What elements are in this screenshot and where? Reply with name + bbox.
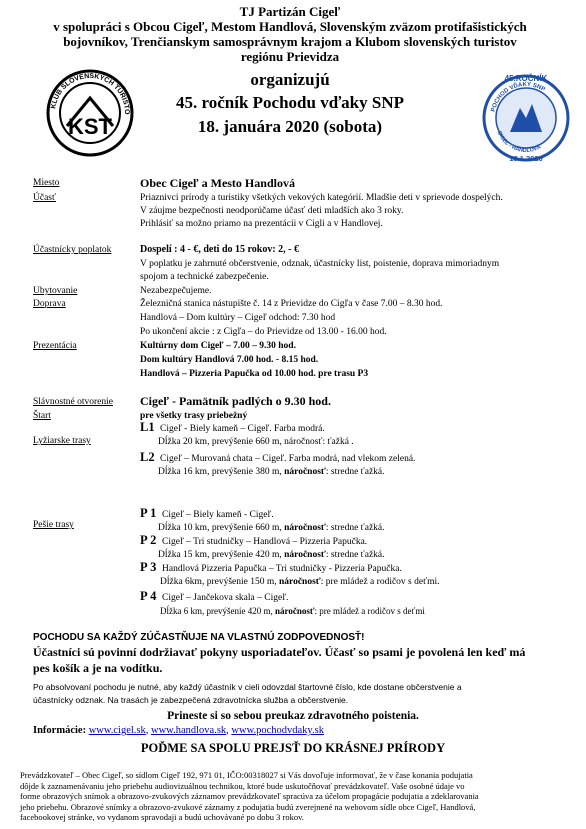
route-P1-stats: Dĺžka 10 km, prevýšenie 660 m, náročnosť: stredne ťažká. [158, 523, 385, 533]
gdpr-footer [20, 770, 568, 823]
route-L1-code: L1 [140, 420, 155, 434]
badge-year: 45.ROČNÍK [504, 74, 548, 83]
gdpr-line-2: dôjde k zaznamenávaniu jeho priebehu audiovizuálnou technikou, ktoré bude uskutočňovať prevádzkovateľ. Vaše osobné údaje vo [20, 780, 465, 791]
gdpr-line-3: forme obrazových snímok a obrazovo-zvukových záznamov prevádzkovateľ spracúva za účelom propagácie podujatia a zdeklarovania [20, 791, 479, 801]
motto: POĎME SA SPOLU PREJSŤ DO KRÁSNEJ PRÍRODY [140, 741, 446, 755]
ubytovanie-value: Nezabezpečujeme. [140, 286, 212, 296]
lyziarske-label: Lyžiarske trasy [33, 436, 91, 446]
info-links: Informácie: www.cigel.sk, www.handlova.sk, www.pochodvdaky.sk [33, 725, 324, 736]
kst-ring-text: KLUB SLOVENSKÝCH TURISTO [50, 72, 131, 115]
route-P3-code: P 3 [140, 560, 157, 574]
route-P4-stats: Dĺžka 6 km, prevýšenie 420 m, náročnosť: pre mládež a rodičov s deťmi [160, 606, 425, 616]
kst-logo [45, 68, 135, 158]
badge-bottom: CIGEĽ - HANDLOVÁ [495, 130, 543, 155]
gdpr-line-4: jeho priebehu. Obrazové snímky a obrazovo-zvukové záznamy z podujatia budú zverejnené na webovom sídle obce Cigeľ, Handlová, [20, 801, 476, 812]
prezentacia-line-3: Handlová – Pizzeria Papučka od 10.00 hod. pre trasu P3 [140, 369, 369, 379]
route-P1-code: P 1 [140, 506, 157, 520]
ucast-label: Účasť [33, 193, 57, 203]
badge-date: 18.1.2020 [509, 154, 543, 163]
route-P4-code: P 4 [140, 589, 157, 603]
miesto-value: Obec Cigeľ a Mesto Handlová [140, 176, 295, 190]
route-L2-stats: Dĺžka 16 km, prevýšenie 380 m, náročnosť: stredne ťažká. [158, 467, 385, 477]
start-label: Štart [33, 411, 51, 421]
partners-line3: regiónu Prievidza [240, 49, 340, 64]
event-title: 45. ročník Pochodu vďaky SNP [176, 93, 404, 112]
prezentacia-line-1: Kultúrny dom Cigeľ – 7.00 – 9.30 hod. [140, 341, 296, 351]
otvorenie-value: Cigeľ - Pamätník padlých o 9.30 hod. [140, 394, 331, 408]
doprava-line-3: Po ukončení akcie : z Cigľa – do Prievidze od 13.00 - 16.00 hod. [140, 327, 387, 337]
rules-line-1: Účastníci sú povinní dodržiavať pokyny usporiadateľov. Účasť so psami je povolená len keď má [33, 645, 526, 659]
poplatok-line-1: V poplatku je zahrnuté občerstvenie, odznak, účastnícky list, poistenie, doprava mimoriadnym [140, 259, 500, 269]
link-handlova[interactable]: www.handlova.sk [151, 725, 227, 736]
route-P4-desc: Cigeľ – Jančekova skala – Cigeľ. [162, 593, 289, 603]
partners-line2: bojovníkov, Trenčianskym samosprávnym krajom a Klubom slovenských turistov [63, 34, 517, 49]
event-badge-logo [480, 72, 572, 164]
insurance-note: Prineste si so sebou preukaz zdravotného poistenia. [167, 710, 419, 722]
link-pochodvdaky[interactable]: www.pochodvdaky.sk [231, 725, 324, 736]
poplatok-label: Účastnícky poplatok [33, 245, 112, 255]
ubytovanie-label: Ubytovanie [33, 286, 78, 296]
otvorenie-label: Slávnostné otvorenie [33, 397, 113, 407]
doprava-label: Doprava [33, 299, 66, 309]
route-L1-desc: Cigeľ - Biely kameň – Cigeľ. Farba modrá. [160, 424, 325, 434]
prezentacia-label: Prezentácia [33, 341, 77, 351]
route-P3-desc: Handlová Pizzeria Papučka – Tri studničky - Pizzeria Papučka. [162, 564, 402, 574]
route-P2-code: P 2 [140, 533, 157, 547]
partners-line1: v spolupráci s Obcou Cigeľ, Mestom Handlová, Slovenským zväzom protifašistických [53, 19, 527, 34]
badge-ring: POCHOD VĎAKY SNP [490, 81, 546, 113]
gdpr-line-5: facebookovej stránke, vo vydanom spravodaji a budú uchovávané po dobu 3 rokov. [20, 812, 304, 822]
rules-line-2: pes košík a je na vodítku. [33, 661, 163, 675]
finish-info-2: účastnícky odznak. Na trasách je zabezpečená zdravotnícka služba a občerstvenie. [33, 695, 349, 705]
pesie-label: Pešie trasy [33, 520, 74, 530]
ucast-line-1: Priaznivci prírody a turistiky všetkých vekových kategórií. Mladšie deti v sprievode dospelých. [140, 193, 503, 203]
route-P2-desc: Cigeľ – Tri studničky – Handlová – Pizzeria Papučka. [162, 537, 368, 547]
route-L1-stats: Dĺžka 20 km, prevýšenie 660 m, náročnosť: ťažká . [158, 437, 354, 447]
link-cigel[interactable]: www.cigel.sk [88, 725, 146, 736]
route-L2-code: L2 [140, 450, 155, 464]
gdpr-line-1: Prevádzkovateľ – Obec Cigeľ, so sídlom Cigeľ 192, 971 01, IČO:00318027 si Vás dovoľuje informovať, že v čase konania podujatia [20, 770, 473, 780]
event-date: 18. januára 2020 (sobota) [197, 117, 383, 136]
route-P3-stats: Dĺžka 6km, prevýšenie 150 m, náročnosť: pre mládež a rodičov s deťmi. [160, 577, 440, 587]
poplatok-line-2: spojom a technické zabezpečenie. [140, 272, 269, 282]
organizer-name: TJ Partizán Cigeľ [239, 4, 341, 19]
start-value: pre všetky trasy priebežný [140, 411, 248, 421]
doprava-line-2: Handlová – Dom kultúry – Cigeľ odchod: 7.30 hod [140, 313, 336, 323]
ucast-line-3: Prihlásiť sa možno priamo na prezentácii v Cigli a v Handlovej. [140, 219, 383, 229]
responsibility-notice: POCHODU SA KAŽDÝ ZÚČASTŇUJE NA VLASTNÚ ZODPOVEDNOSŤ! [33, 632, 365, 643]
organize-text: organizujú [250, 70, 330, 89]
miesto-label: Miesto [33, 178, 60, 188]
ucast-line-2: V záujme bezpečnosti neodporúčame účasť deti mladších ako 3 roky. [140, 206, 404, 216]
finish-info-1: Po absolvovaní pochodu je nutné, aby každý účastník v cieli odovzdal štartovné číslo, kde dostane občerstvenie a [33, 682, 462, 692]
route-L2-desc: Cigeľ – Murovaná chata – Cigeľ. Farba modrá, nad vlekom zelená. [160, 454, 416, 464]
kst-letters: KST [68, 114, 112, 139]
doprava-line-1: Železničná stanica nástupište č. 14 z Prievidze do Cigľa v čase 7.00 – 8.30 hod. [140, 299, 443, 309]
prezentacia-line-2: Dom kultúry Handlová 7.00 hod. - 8.15 hod. [140, 355, 319, 365]
poplatok-value: Dospelí : 4 - €, deti do 15 rokov: 2, - € [140, 244, 299, 255]
route-P2-stats: Dĺžka 15 km, prevýšenie 420 m, náročnosť: stredne ťažká. [158, 550, 385, 560]
route-P1-desc: Cigeľ – Biely kameň - Cigeľ. [162, 510, 274, 520]
info-label: Informácie: [33, 725, 87, 736]
